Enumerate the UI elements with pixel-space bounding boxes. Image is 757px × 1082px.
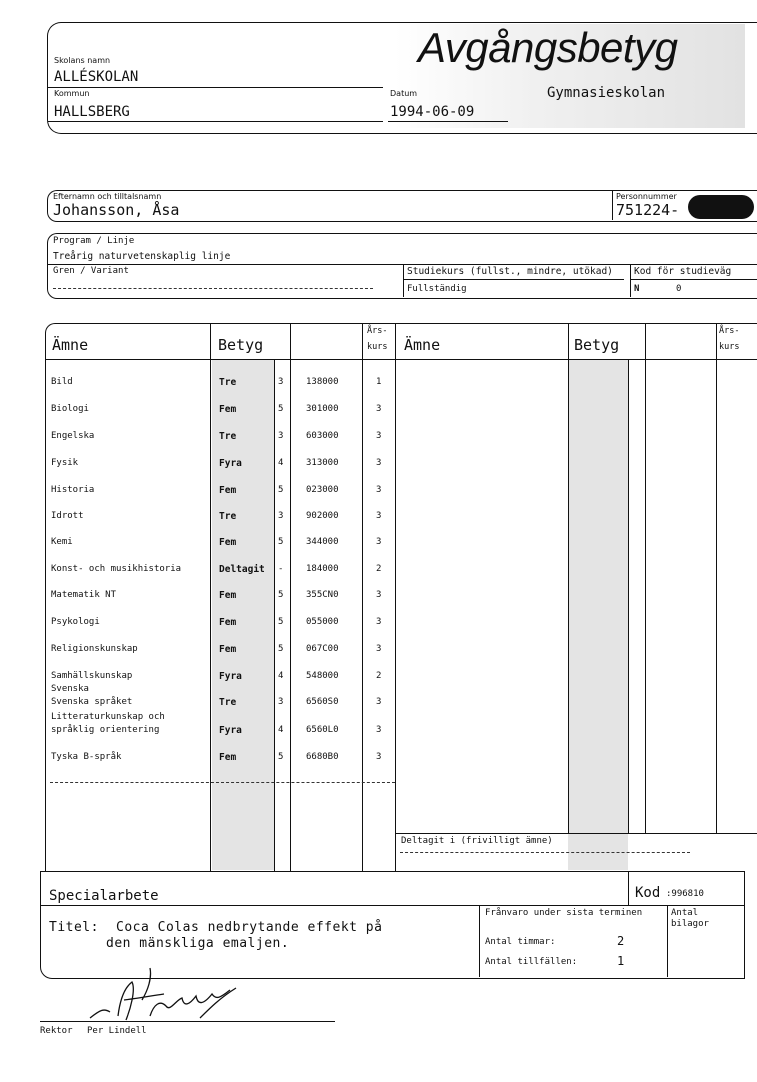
kod-underline bbox=[631, 279, 757, 280]
deltagit-label: Deltagit i (frivilligt ämne) bbox=[401, 836, 553, 846]
row-grade: Fem bbox=[219, 644, 237, 655]
row-subject: Historia bbox=[51, 485, 95, 495]
table-end-dashed-line bbox=[50, 782, 395, 783]
name-label: Efternamn och tilltalsnamn bbox=[53, 192, 162, 201]
row-subject: Litteraturkunskap och bbox=[51, 712, 165, 722]
row-grade: Tre bbox=[219, 377, 237, 388]
row-grade: Fem bbox=[219, 537, 237, 548]
person-name: Johansson, Åsa bbox=[53, 201, 180, 219]
col-divider-ars2 bbox=[716, 323, 717, 833]
row-code: 055000 bbox=[306, 617, 339, 627]
titel-line-1: Coca Colas nedbrytande effekt på bbox=[116, 920, 383, 935]
row-arskurs: 3 bbox=[376, 697, 382, 707]
school-name: ALLÉSKOLAN bbox=[54, 69, 139, 85]
row-code: 6680B0 bbox=[306, 752, 339, 762]
studiekurs-divider bbox=[403, 264, 404, 297]
kod-n: N bbox=[634, 284, 640, 294]
row-arskurs: 3 bbox=[376, 431, 382, 441]
kod-divider bbox=[630, 264, 631, 297]
header-betyg: Betyg bbox=[218, 336, 264, 354]
row-arskurs: 3 bbox=[376, 752, 382, 762]
row-grade-number: 5 bbox=[278, 752, 284, 762]
row-grade-number: 3 bbox=[278, 511, 284, 521]
row-grade-number: 5 bbox=[278, 644, 284, 654]
deltagit-dashed-line bbox=[400, 852, 690, 853]
row-subject: Psykologi bbox=[51, 617, 100, 627]
row-arskurs: 3 bbox=[376, 617, 382, 627]
row-code: 067C00 bbox=[306, 644, 339, 654]
row-grade: Tre bbox=[219, 431, 237, 442]
bilagor-divider bbox=[667, 905, 668, 977]
row-arskurs: 2 bbox=[376, 671, 382, 681]
row-subject: Konst- och musikhistoria bbox=[51, 564, 182, 574]
special-divider bbox=[41, 905, 744, 906]
pnr-value: 751224- bbox=[616, 201, 680, 219]
kod-box-divider bbox=[628, 871, 629, 905]
header-betyg-right: Betyg bbox=[574, 336, 620, 354]
row-grade: Fyra bbox=[219, 725, 242, 736]
row-subject: Religionskunskap bbox=[51, 644, 138, 654]
row-grade: Fem bbox=[219, 404, 237, 415]
row-grade: Fem bbox=[219, 617, 237, 628]
row-subject: Tyska B-språk bbox=[51, 752, 122, 762]
row-grade-number: 3 bbox=[278, 431, 284, 441]
row-code: 548000 bbox=[306, 671, 339, 681]
row-arskurs: 1 bbox=[376, 377, 382, 387]
timmar-label: Antal timmar: bbox=[485, 937, 556, 947]
row-arskurs: 3 bbox=[376, 511, 382, 521]
betyg-shading-right bbox=[568, 360, 628, 870]
row-subject: Matematik NT bbox=[51, 590, 117, 600]
header-ars: Års- bbox=[367, 326, 388, 336]
row-grade-number: 4 bbox=[278, 671, 284, 681]
bilagor-label bbox=[671, 908, 731, 930]
header-kurs: kurs bbox=[367, 342, 388, 352]
row-grade-number: 5 bbox=[278, 617, 284, 627]
table-header-divider bbox=[46, 359, 757, 360]
bilagor-label-text: Antal bilagor bbox=[671, 908, 709, 929]
program-value: Treårig naturvetenskaplig linje bbox=[53, 251, 231, 262]
franvaro-label: Frånvaro under sista terminen bbox=[485, 908, 643, 918]
pnr-divider bbox=[612, 190, 613, 220]
school-divider bbox=[48, 87, 383, 88]
row-arskurs: 2 bbox=[376, 564, 382, 574]
row-subject: Idrott bbox=[51, 511, 84, 521]
col-divider-code bbox=[290, 323, 291, 871]
pnr-redaction bbox=[688, 195, 754, 219]
row-grade-number: - bbox=[278, 564, 284, 574]
header-amne: Ämne bbox=[52, 336, 89, 354]
studiekurs-label: Studiekurs (fullst., mindre, utökad) bbox=[407, 266, 613, 277]
row-code: 6560S0 bbox=[306, 697, 339, 707]
datum-underline bbox=[388, 121, 508, 122]
row-arskurs: 3 bbox=[376, 485, 382, 495]
row-grade-number: 5 bbox=[278, 537, 284, 547]
program-label: Program / Linje bbox=[53, 236, 135, 246]
datum-value: 1994-06-09 bbox=[390, 104, 475, 120]
row-code: 6560L0 bbox=[306, 725, 339, 735]
special-kod-value: :996810 bbox=[666, 889, 704, 899]
row-grade: Deltagit bbox=[219, 564, 265, 575]
row-code: 313000 bbox=[306, 458, 339, 468]
row-grade: Fem bbox=[219, 485, 237, 496]
col-divider-mid bbox=[395, 323, 396, 871]
rektor-signature bbox=[80, 960, 260, 1030]
header-amne-right: Ämne bbox=[404, 336, 441, 354]
school-label: Skolans namn bbox=[54, 56, 111, 65]
datum-label: Datum bbox=[390, 89, 418, 98]
row-subject: Kemi bbox=[51, 537, 73, 547]
row-subject: Fysik bbox=[51, 458, 79, 468]
row-grade-number: 4 bbox=[278, 458, 284, 468]
school-type: Gymnasieskolan bbox=[547, 85, 666, 101]
row-subject: Biologi bbox=[51, 404, 89, 414]
kod-value: 0 bbox=[676, 284, 682, 294]
studiekurs-value: Fullständig bbox=[407, 284, 467, 294]
titel-line-2: den mänskliga emaljen. bbox=[106, 936, 290, 951]
row-subject: Svenska språket bbox=[51, 697, 133, 707]
row-code: 603000 bbox=[306, 431, 339, 441]
row-grade-number: 5 bbox=[278, 404, 284, 414]
row-grade-number: 5 bbox=[278, 590, 284, 600]
rektor-name: Per Lindell bbox=[87, 1026, 147, 1036]
row-code: 902000 bbox=[306, 511, 339, 521]
deltagit-divider bbox=[396, 833, 757, 834]
row-subject: språklig orientering bbox=[51, 725, 160, 735]
row-grade: Fem bbox=[219, 752, 237, 763]
col-divider-num2 bbox=[628, 360, 629, 833]
signature-line bbox=[40, 1021, 335, 1022]
header-ars-right: Års- bbox=[719, 326, 740, 336]
col-divider-betyg bbox=[210, 323, 211, 871]
titel-label: Titel: bbox=[49, 920, 99, 935]
row-code: 023000 bbox=[306, 485, 339, 495]
row-arskurs: 3 bbox=[376, 725, 382, 735]
kommun-underline bbox=[48, 121, 383, 122]
kommun-value: HALLSBERG bbox=[54, 104, 130, 120]
col-divider-code2 bbox=[645, 323, 646, 833]
kommun-label: Kommun bbox=[54, 89, 90, 98]
row-grade: Tre bbox=[219, 511, 237, 522]
row-arskurs: 3 bbox=[376, 537, 382, 547]
header-kurs-right: kurs bbox=[719, 342, 740, 352]
row-code: 184000 bbox=[306, 564, 339, 574]
row-arskurs: 3 bbox=[376, 458, 382, 468]
row-grade: Fyra bbox=[219, 458, 242, 469]
row-code: 344000 bbox=[306, 537, 339, 547]
pnr-label: Personnummer bbox=[616, 192, 677, 201]
studiekurs-underline bbox=[404, 279, 624, 280]
row-arskurs: 3 bbox=[376, 590, 382, 600]
tillfallen-value: 1 bbox=[617, 954, 625, 968]
row-grade: Fem bbox=[219, 590, 237, 601]
document-title: Avgångsbetyg bbox=[418, 24, 678, 71]
row-grade-number: 4 bbox=[278, 725, 284, 735]
rektor-label: Rektor bbox=[40, 1026, 73, 1036]
row-arskurs: 3 bbox=[376, 644, 382, 654]
row-subject: Bild bbox=[51, 377, 73, 387]
gren-dashed-line bbox=[53, 288, 373, 289]
row-code: 355CN0 bbox=[306, 590, 339, 600]
row-subject: Svenska bbox=[51, 684, 89, 694]
special-kod-label: Kod bbox=[635, 885, 661, 901]
grades-table bbox=[45, 323, 757, 872]
franvaro-divider bbox=[479, 905, 480, 977]
col-divider-num bbox=[274, 360, 275, 871]
specialarbete-label: Specialarbete bbox=[49, 888, 159, 904]
row-grade-number: 3 bbox=[278, 377, 284, 387]
tillfallen-label: Antal tillfällen: bbox=[485, 957, 578, 967]
row-grade-number: 5 bbox=[278, 485, 284, 495]
row-code: 301000 bbox=[306, 404, 339, 414]
row-grade: Fyra bbox=[219, 671, 242, 682]
kod-studievag-label: Kod för studieväg bbox=[634, 266, 732, 277]
row-grade: Tre bbox=[219, 697, 237, 708]
row-subject: Samhällskunskap bbox=[51, 671, 133, 681]
row-grade-number: 3 bbox=[278, 697, 284, 707]
row-code: 138000 bbox=[306, 377, 339, 387]
gren-label: Gren / Variant bbox=[53, 266, 129, 276]
row-subject: Engelska bbox=[51, 431, 95, 441]
col-divider-ars bbox=[362, 323, 363, 871]
timmar-value: 2 bbox=[617, 934, 625, 948]
col-divider-betyg2 bbox=[568, 323, 569, 833]
row-arskurs: 3 bbox=[376, 404, 382, 414]
